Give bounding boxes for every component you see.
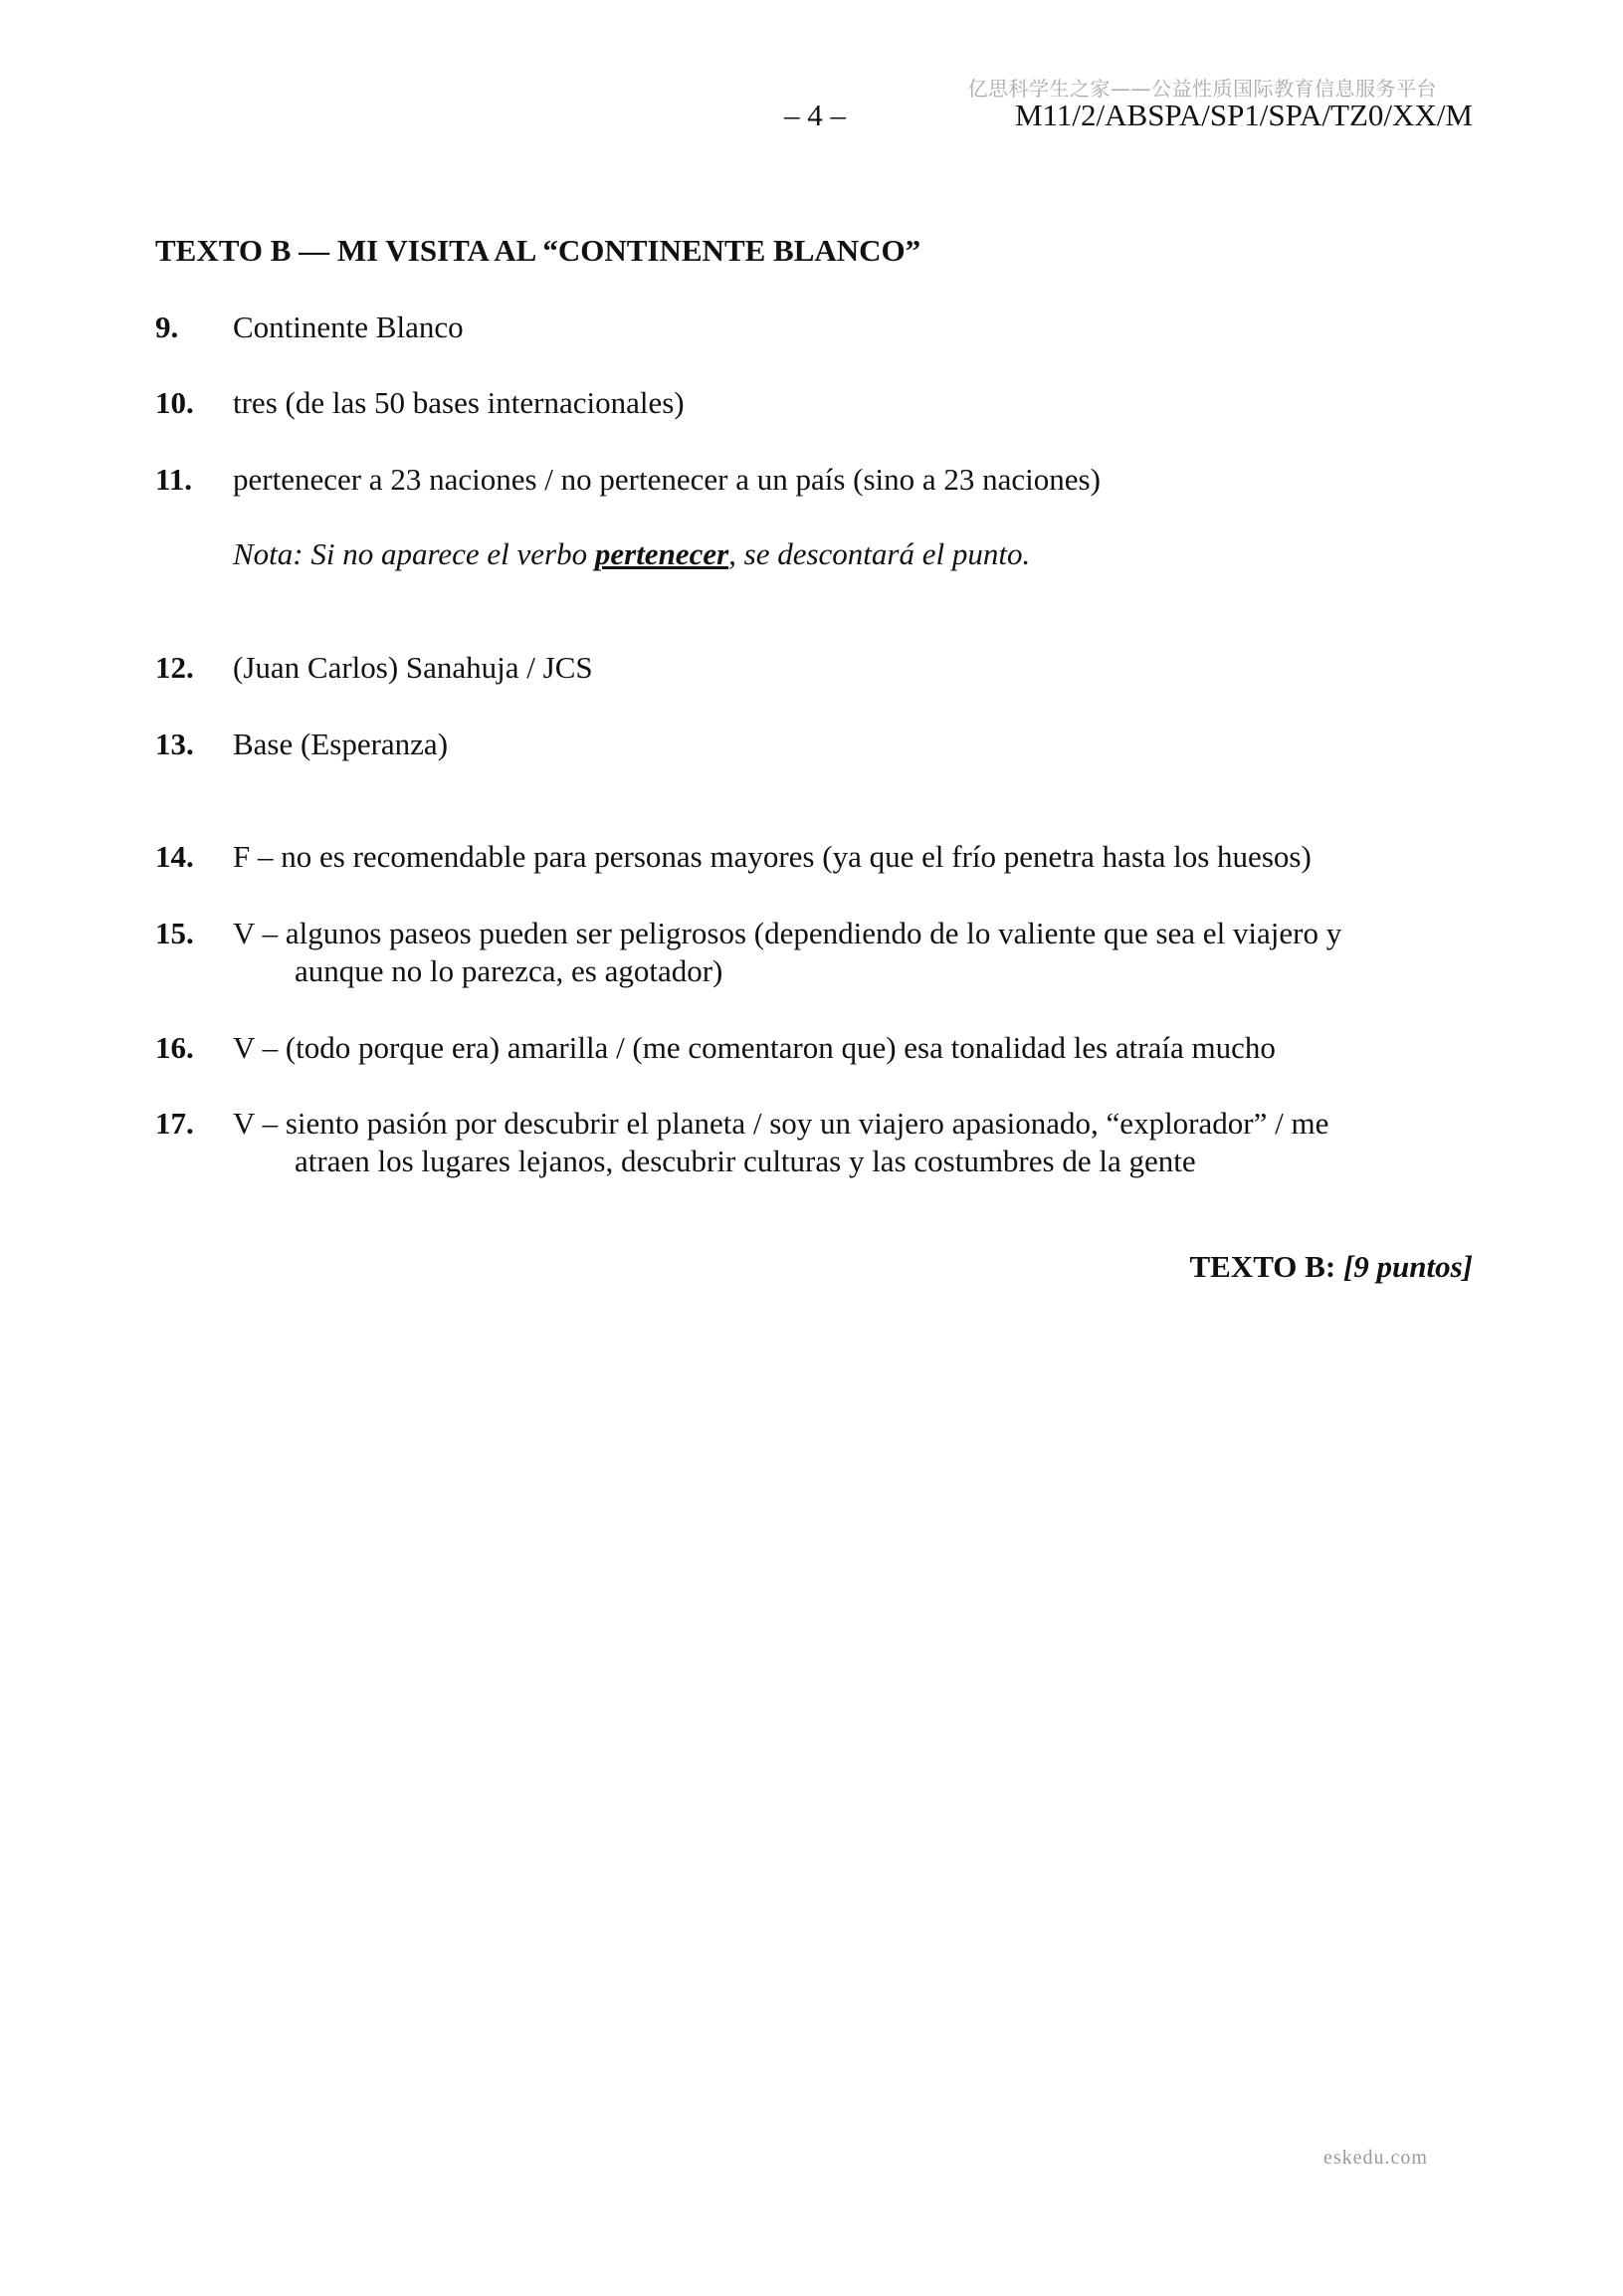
answer-text: siento pasión por descubrir el planeta / soy un viajero apasionado, “explorador” / me [285,1106,1329,1141]
section-title: TEXTO B — MI VISITA AL “CONTINENTE BLANCO” [155,233,921,268]
item-number: 12. [155,650,194,685]
answer-text: Continente Blanco [233,310,464,344]
answer-item-9 [155,309,1474,346]
answer-text-continued: aunque no lo parezca, es agotador) [295,953,723,988]
footer-watermark: eskedu.com [1323,2147,1428,2169]
answer-item-12 [155,649,1474,687]
item-number: 14. [155,839,194,874]
total-label: TEXTO B: [1189,1249,1336,1284]
item-number: 15. [155,916,194,950]
answer-text: pertenecer a 23 naciones / no pertenecer a un país (sino a 23 naciones) [233,462,1101,497]
answer-text: no es recomendable para personas mayores (ya que el frío penetra hasta los huesos) [281,839,1312,874]
answer-lead: V – [233,1106,279,1141]
item-number: 11. [155,462,193,497]
answer-text-continued: atraen los lugares lejanos, descubrir culturas y las costumbres de la gente [295,1144,1196,1178]
answer-lead: V – [233,916,279,950]
answer-item-11 [155,461,1474,499]
answer-lead: F – [233,839,274,874]
answer-text: (Juan Carlos) Sanahuja / JCS [233,650,593,685]
answer-item-17 [155,1105,1474,1180]
item-number: 13. [155,727,194,761]
answer-text: Base (Esperanza) [233,727,449,761]
answer-text: (todo porque era) amarilla / (me comentaron que) esa tonalidad les atraía mucho [285,1030,1276,1065]
total-points: [9 puntos] [1342,1249,1473,1284]
answer-text: algunos paseos pueden ser peligrosos (dependiendo de lo valiente que sea el viajero y [285,916,1342,950]
answer-item-13 [155,726,1474,763]
answer-item-10 [155,384,1474,422]
item-number: 17. [155,1106,194,1141]
note-suffix: , se descontará el punto. [728,536,1031,571]
document-code: M11/2/ABSPA/SP1/SPA/TZ0/XX/M [1014,98,1473,132]
grading-note [233,536,1030,572]
answer-text: tres (de las 50 bases internacionales) [233,385,685,420]
answer-item-15 [155,915,1474,990]
note-prefix: Nota: Si no aparece el verbo [233,536,595,571]
answer-lead: V – [233,1030,279,1065]
answer-item-16 [155,1029,1474,1067]
item-number: 10. [155,385,194,420]
note-keyword: pertenecer [594,536,729,571]
answer-item-14 [155,838,1474,876]
item-number: 9. [155,310,179,344]
header-watermark: 亿思科学生之家——公益性质国际教育信息服务平台 [967,77,1437,101]
item-number: 16. [155,1030,194,1065]
page-number: – 4 – [784,98,846,132]
section-total [1189,1249,1473,1285]
